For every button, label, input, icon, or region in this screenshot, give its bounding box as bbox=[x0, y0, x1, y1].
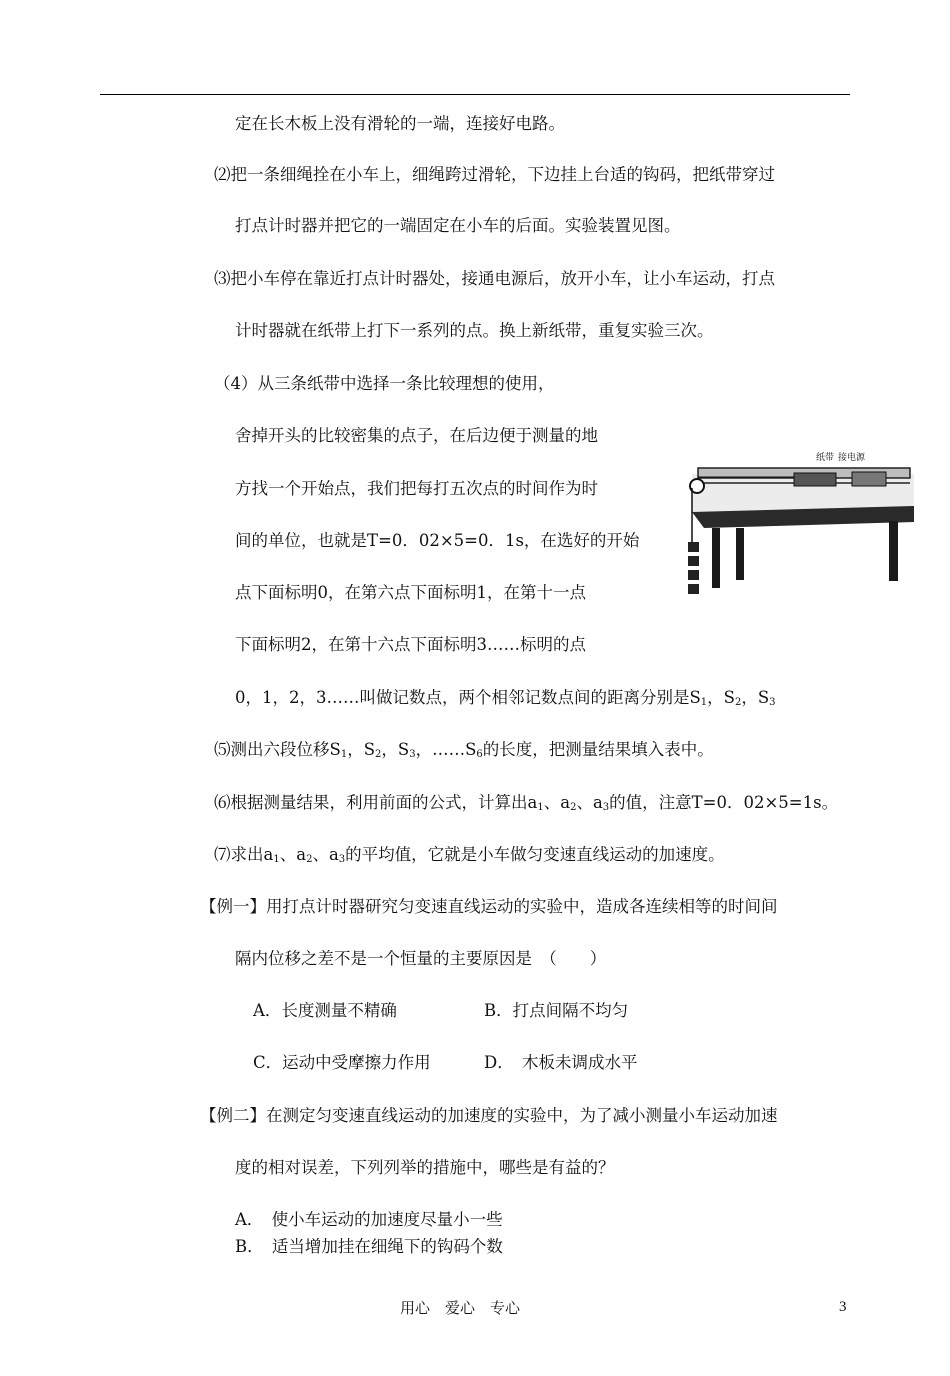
text-line: ⑵把一条细绳拴在小车上，细绳跨过滑轮，下边挂上台适的钩码，把纸带穿过 bbox=[214, 165, 775, 184]
header-rule bbox=[100, 94, 850, 95]
option-a: A． 使小车运动的加速度尽量小一些 bbox=[235, 1210, 503, 1229]
option-b: B．打点间隔不均匀 bbox=[484, 1001, 629, 1020]
text-line: 打点计时器并把它的一端固定在小车的后面。实验装置见图。 bbox=[235, 216, 681, 235]
text-line: ⑶把小车停在靠近打点计时器处，接通电源后，放开小车，让小车运动，打点 bbox=[214, 269, 775, 288]
example-one-question-cont: 隔内位移之差不是一个恒量的主要原因是 （ ） bbox=[235, 949, 607, 968]
text-line: ⑺求出$a_1$、$a_2$、$a_3$的平均值，它就是小车做匀变速直线运动的加速度。 bbox=[214, 845, 725, 865]
text-line: 0，1，2，3……叫做记数点，两个相邻记数点间的距离分别是$S_1$，$S_2$，$S_3$ bbox=[235, 688, 776, 708]
option-b: B． 适当增加挂在细绳下的钩码个数 bbox=[235, 1237, 503, 1256]
text-line: ⑸测出六段位移$S_1$，$S_2$，$S_3$，$\dots\dots S_6$的长度，把测量结果填入表中。 bbox=[214, 740, 714, 760]
text-line: （4）从三条纸带中选择一条比较理想的使用， bbox=[214, 374, 555, 393]
option-a: A．长度测量不精确 bbox=[253, 1001, 397, 1020]
text-line: 点下面标明0，在第六点下面标明1，在第十一点 bbox=[235, 583, 586, 602]
text-line: 下面标明2，在第十六点下面标明3……标明的点 bbox=[235, 635, 586, 654]
text-line: ⑹根据测量结果，利用前面的公式，计算出$a_1$、$a_2$、$a_3$的值，注意T=0．02×5=1s。 bbox=[214, 793, 839, 813]
text-line: 定在长木板上没有滑轮的一端，连接好电路。 bbox=[235, 114, 565, 133]
option-c: C．运动中受摩擦力作用 bbox=[253, 1053, 431, 1072]
example-two-question: 【例二】在测定匀变速直线运动的加速度的实验中，为了减小测量小车运动加速 bbox=[200, 1106, 778, 1125]
option-d: D． 木板未调成水平 bbox=[484, 1053, 638, 1072]
apparatus-figure bbox=[684, 444, 916, 606]
text-line: 计时器就在纸带上打下一系列的点。换上新纸带，重复实验三次。 bbox=[235, 321, 714, 340]
text-line: 方找一个开始点，我们把每打五次点的时间作为时 bbox=[235, 479, 598, 498]
example-one-question: 【例一】用打点计时器研究匀变速直线运动的实验中，造成各连续相等的时间间 bbox=[200, 897, 778, 916]
example-two-question-cont: 度的相对误差，下列列举的措施中，哪些是有益的？ bbox=[235, 1158, 615, 1177]
text-line: 舍掉开头的比较密集的点子，在后边便于测量的地 bbox=[235, 426, 598, 445]
figure-label-tape: 纸带 bbox=[816, 453, 835, 463]
footer-text: 用心 爱心 专心 bbox=[400, 1299, 521, 1317]
figure-label-power: 接电源 bbox=[838, 453, 866, 463]
page-number: 3 bbox=[839, 1299, 847, 1315]
text-line: 间的单位，也就是T=0．02×5=0．1s，在选好的开始 bbox=[235, 531, 640, 550]
